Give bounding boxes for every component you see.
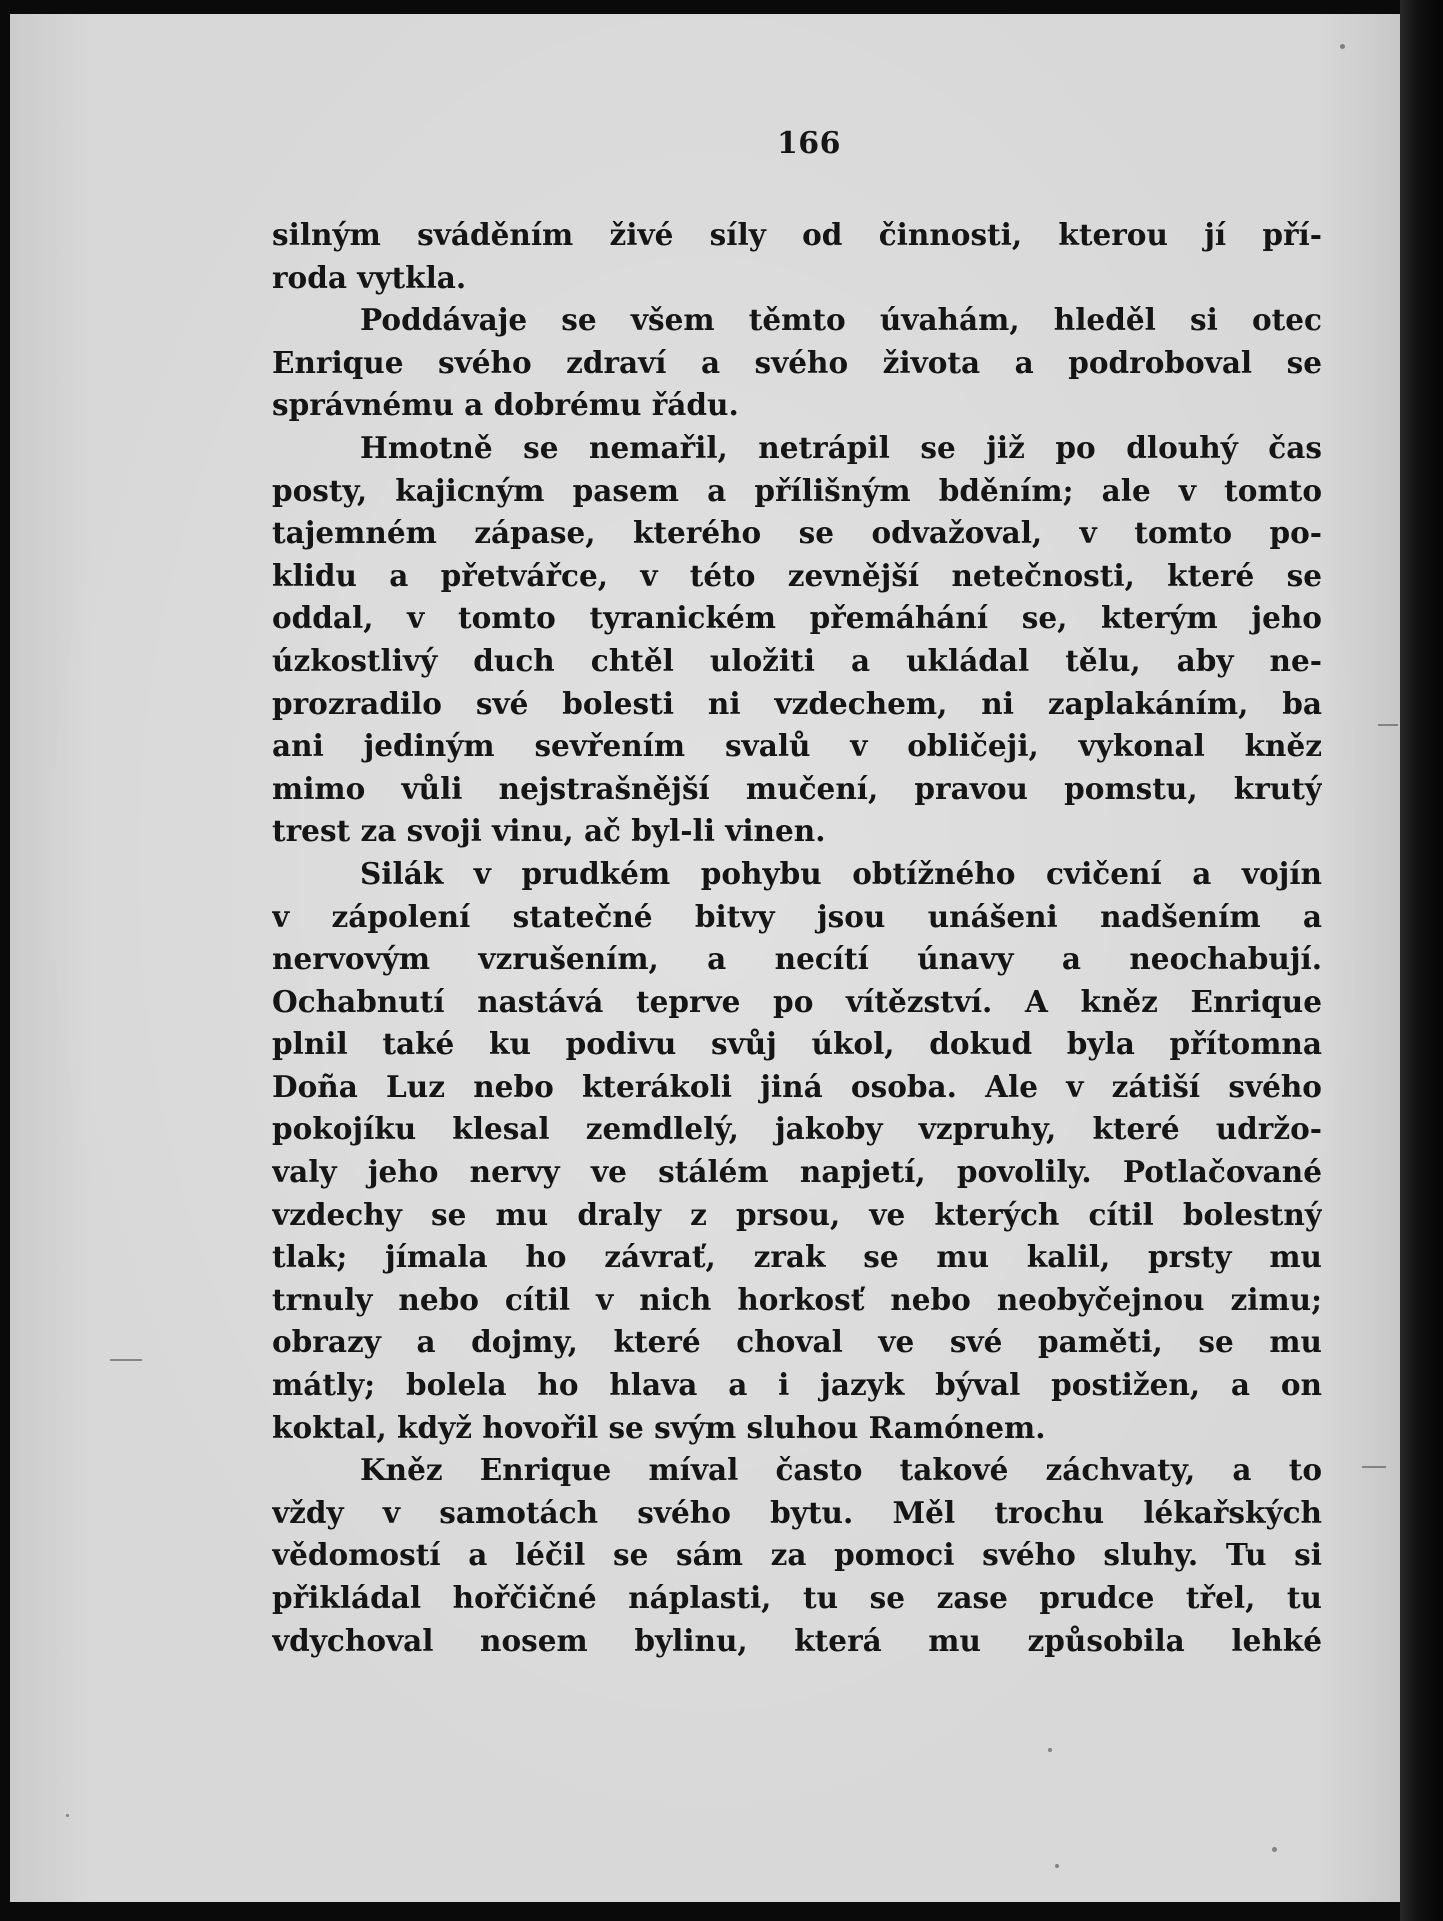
text-line: posty, kajicným pasem a přílišným bděním; ale v tomto <box>272 472 1322 508</box>
text-line: tlak; jímala ho závrať, zrak se mu kalil, prsty mu <box>272 1239 1322 1275</box>
text-line: přikládal hořčičné náplasti, tu se zase prudce třel, tu <box>272 1580 1322 1615</box>
text-line: Poddávaje se všem těmto úvahám, hleděl si otec <box>360 302 1322 338</box>
text-line: Ochabnutí nastává teprve po vítězství. A kněz Enrique <box>272 983 1322 1019</box>
book-edge-shadow <box>1400 0 1443 1921</box>
text-line: Kněz Enrique míval často takové záchvaty, a to <box>360 1452 1322 1488</box>
text-line: tajemném zápase, kterého se odvažoval, v tomto po- <box>272 515 1322 551</box>
text-line: klidu a přetvářce, v této zevnější netečnosti, které se <box>272 557 1322 593</box>
text-line: silným sváděním živé síly od činnosti, kterou jí pří- <box>272 217 1322 252</box>
text-line: oddal, v tomto tyranickém přemáhání se, kterým jeho <box>272 600 1322 636</box>
paper-speck <box>1055 1864 1059 1868</box>
text-line: trest za svoji vinu, ač byl-li vinen. <box>272 813 826 849</box>
text-line: vědomostí a léčil se sám za pomoci svého sluhy. Tu si <box>272 1537 1322 1573</box>
text-line: trnuly nebo cítil v nich horkosť nebo neobyčejnou zimu; <box>272 1281 1322 1317</box>
paper-speck <box>1272 1847 1277 1852</box>
text-line: plnil také ku podivu svůj úkol, dokud byla přítomna <box>272 1026 1322 1062</box>
body-text <box>272 214 1322 1662</box>
text-line: mátly; bolela ho hlava a i jazyk býval postižen, a on <box>272 1367 1322 1403</box>
text-line: valy jeho nervy ve stálém napjetí, povolily. Potlačované <box>272 1154 1322 1190</box>
margin-mark <box>1362 1466 1386 1468</box>
text-line: správnému a dobrému řádu. <box>272 387 739 423</box>
text-line: koktal, když hovořil se svým sluhou Ramónem. <box>272 1409 1046 1445</box>
page-number: 166 <box>776 126 842 161</box>
paper-speck <box>1340 44 1345 49</box>
text-line: pokojíku klesal zemdlelý, jakoby vzpruhy, které udržo- <box>272 1111 1322 1147</box>
text-line: obrazy a dojmy, které choval ve své paměti, se mu <box>272 1324 1322 1360</box>
text-line: v zápolení statečné bitvy jsou unášeni nadšením a <box>272 898 1322 934</box>
text-line: mimo vůli nejstrašnější mučení, pravou pomstu, krutý <box>272 770 1322 806</box>
paper-speck <box>66 1814 69 1817</box>
text-line: Doña Luz nebo kterákoli jiná osoba. Ale v zátiší svého <box>272 1068 1322 1104</box>
margin-mark <box>110 1359 142 1361</box>
text-line: roda vytkla. <box>272 259 467 295</box>
margin-mark <box>1378 724 1398 726</box>
text-line: prozradilo své bolesti ni vzdechem, ni zaplakáním, ba <box>272 685 1322 721</box>
text-line: Enrique svého zdraví a svého života a podroboval se <box>272 344 1322 380</box>
text-line: vdychoval nosem bylinu, která mu způsobila lehké <box>272 1622 1322 1658</box>
text-line: ani jediným sevřením svalů v obličeji, vykonal kněz <box>272 728 1322 764</box>
text-line: Hmotně se nemařil, netrápil se již po dlouhý čas <box>360 429 1322 465</box>
text-line: úzkostlivý duch chtěl uložiti a ukládal tělu, aby ne- <box>272 642 1322 678</box>
text-line: nervovým vzrušením, a necítí únavy a neochabují. <box>272 941 1322 977</box>
paper-speck <box>1048 1748 1052 1752</box>
text-line: Silák v prudkém pohybu obtížného cvičení a vojín <box>360 855 1322 891</box>
text-line: vždy v samotách svého bytu. Měl trochu lékařských <box>272 1494 1322 1530</box>
text-line: vzdechy se mu draly z prsou, ve kterých cítil bolestný <box>272 1196 1322 1232</box>
